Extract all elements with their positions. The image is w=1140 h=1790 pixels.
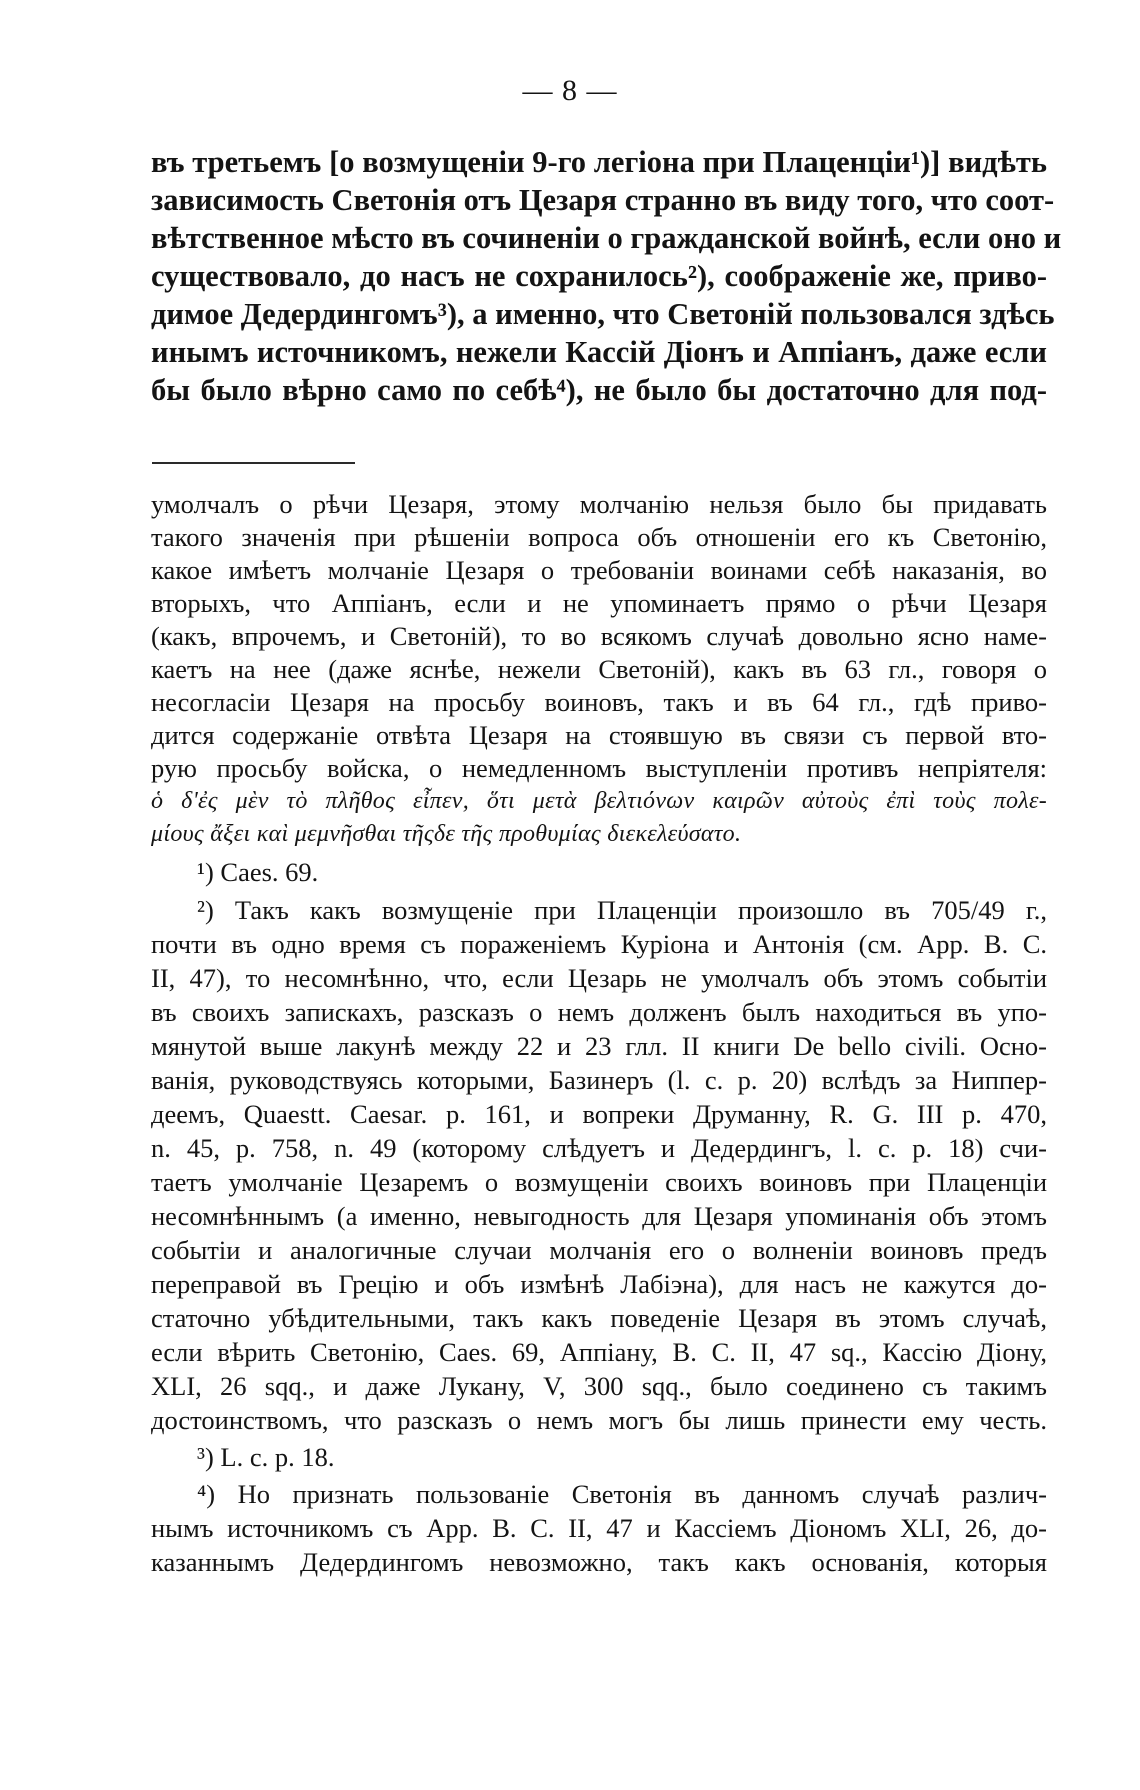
greek-quote-line: μίους ἄξει καὶ μεμνῆσθαι τῆςδε τῆς προθυμίας διεκελεύσατο. xyxy=(151,821,742,847)
main-text-line: инымъ источникомъ, нежели Кассій Діонъ и Аппіанъ, даже если xyxy=(151,335,1047,369)
footnote-line: (какъ, впрочемъ, и Светоній), то во всякомъ случаѣ довольно ясно наме- xyxy=(151,621,1047,651)
footnote-2-line: почти въ одно время съ пораженіемъ Куріона и Антонія (см. App. B. C. xyxy=(151,929,1047,959)
footnote-line: дится содержаніе отвѣта Цезаря на стоявшую въ связи съ первой вто- xyxy=(151,720,1047,750)
footnote-1: ¹) Caes. 69. xyxy=(197,857,319,887)
footnote-2-line: если вѣрить Светонію, Caes. 69, Аппіану, B. C. II, 47 sq., Кассію Діону, xyxy=(151,1337,1047,1367)
page-number: — 8 — xyxy=(522,74,618,107)
footnote-separator xyxy=(152,462,355,464)
footnote-2-line: деемъ, Quaestt. Caesar. p. 161, и вопреки Друманну, R. G. III p. 470, xyxy=(151,1099,1047,1129)
footnote-2-line: событіи и аналогичные случаи молчанія его о волненіи воиновъ предъ xyxy=(151,1235,1047,1265)
main-text-line: вѣтственное мѣсто въ сочиненіи о гражданской войнѣ, если оно и xyxy=(151,221,1062,255)
footnote-2-line: переправой въ Грецію и объ измѣнѣ Лабіэна), для насъ не кажутся до- xyxy=(151,1269,1047,1299)
footnote-4-line: казаннымъ Дедердингомъ невозможно, такъ какъ основанія, которыя xyxy=(151,1547,1047,1577)
footnote-line: умолчалъ о рѣчи Цезаря, этому молчанію нельзя было бы придавать xyxy=(151,489,1047,519)
footnote-line: какое имѣетъ молчаніе Цезаря о требованіи воинами себѣ наказанія, во xyxy=(151,555,1047,585)
footnote-2-line: n. 45, p. 758, n. 49 (которому слѣдуетъ и Дедердингъ, l. c. p. 18) счи- xyxy=(151,1133,1047,1163)
footnote-4-line: ⁴) Но признать пользованіе Светонія въ данномъ случаѣ различ- xyxy=(197,1479,1047,1509)
footnote-line: вторыхъ, что Аппіанъ, если и не упоминаетъ прямо о рѣчи Цезаря xyxy=(151,588,1047,618)
footnote-4-line: нымъ источникомъ съ App. B. C. II, 47 и Кассіемъ Діономъ XLI, 26, до- xyxy=(151,1513,1047,1543)
footnote-2-line: XLI, 26 sqq., и даже Лукану, V, 300 sqq., было соединено съ такимъ xyxy=(151,1371,1047,1401)
footnote-3: ³) L. c. p. 18. xyxy=(197,1442,335,1472)
greek-quote-line: ὁ δ'ἐς μὲν τὸ πλῆθος εἶπεν, ὅτι μετὰ βελτιόνων καιρῶν αὐτοὺς ἐπὶ τοὺς πολε- xyxy=(151,788,1047,814)
main-text-line: димое Дедердингомъ³), а именно, что Светоній пользовался здѣсь xyxy=(151,297,1055,331)
footnote-2-line: достоинствомъ, что разсказъ о немъ могъ бы лишь принести ему честь. xyxy=(151,1405,1047,1435)
main-text-line: въ третьемъ [о возмущеніи 9-го легіона при Плаценціи¹)] видѣть xyxy=(151,145,1047,179)
main-text-line: зависимость Светонія отъ Цезаря странно въ виду того, что соот- xyxy=(151,183,1055,217)
footnote-2-line: мянутой выше лакунѣ между 22 и 23 глл. II книги De bello civili. Осно- xyxy=(151,1031,1047,1061)
footnote-line: каетъ на нее (даже яснѣе, нежели Светоній), какъ въ 63 гл., говоря о xyxy=(151,654,1047,684)
footnote-2-line: несомнѣннымъ (а именно, невыгодность для Цезаря упоминанія объ этомъ xyxy=(151,1201,1047,1231)
footnote-2-line: статочно убѣдительными, такъ какъ поведеніе Цезаря въ этомъ случаѣ, xyxy=(151,1303,1047,1333)
footnote-2-line: ²) Такъ какъ возмущеніе при Плаценціи произошло въ 705/49 г., xyxy=(197,895,1047,925)
main-text-line: бы было вѣрно само по себѣ⁴), не было бы достаточно для под- xyxy=(151,373,1047,407)
main-text-line: существовало, до насъ не сохранилось²), соображеніе же, приво- xyxy=(151,259,1047,293)
footnote-line: такого значенія при рѣшеніи вопроса объ отношеніи его къ Светонію, xyxy=(151,522,1047,552)
footnote-2-line: въ своихъ запискахъ, разсказъ о немъ долженъ былъ находиться въ упо- xyxy=(151,997,1047,1027)
footnote-line: рую просьбу войска, о немедленномъ выступленіи противъ непріятеля: xyxy=(151,753,1047,783)
footnote-2-line: таетъ умолчаніе Цезаремъ о возмущеніи своихъ воиновъ при Плаценціи xyxy=(151,1167,1047,1197)
footnote-2-line: II, 47), то несомнѣнно, что, если Цезарь не умолчалъ объ этомъ событіи xyxy=(151,963,1047,993)
footnote-2-line: ванія, руководствуясь которыми, Базинеръ (l. c. p. 20) вслѣдъ за Ниппер- xyxy=(151,1065,1047,1095)
footnote-line: несогласіи Цезаря на просьбу воиновъ, такъ и въ 64 гл., гдѣ приво- xyxy=(151,687,1047,717)
